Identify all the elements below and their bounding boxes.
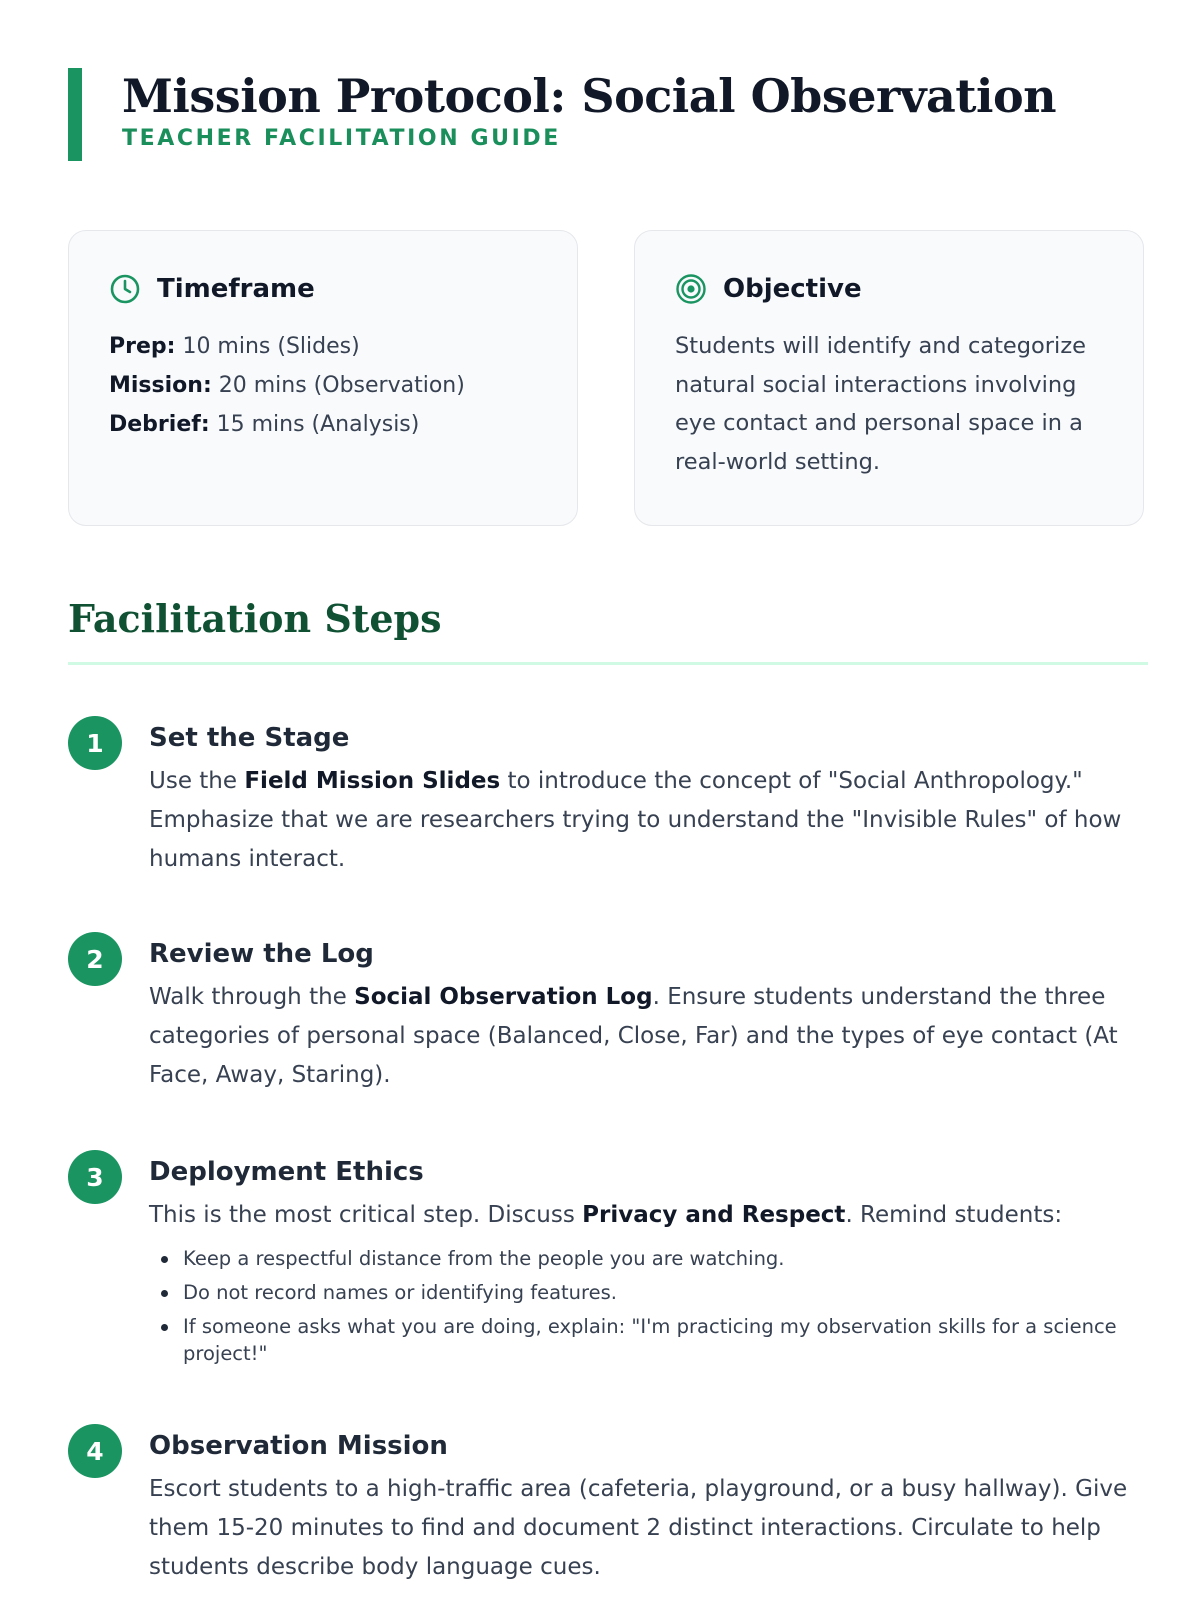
step-text-pre: Walk through the <box>149 984 355 1010</box>
step-heading: Set the Stage <box>149 723 350 753</box>
objective-card <box>634 230 1144 526</box>
step-item <box>68 932 1148 1095</box>
step-number-badge: 4 <box>68 1424 122 1478</box>
ethics-bullet-list <box>149 1245 1148 1367</box>
step-heading: Observation Mission <box>149 1431 448 1461</box>
step-number-badge: 1 <box>68 716 122 770</box>
step-text <box>149 762 1148 879</box>
step-text-bold: Privacy and Respect <box>582 1202 846 1228</box>
timeframe-row-prep <box>109 327 537 366</box>
list-item: Keep a respectful distance from the people you are watching. <box>149 1245 1148 1272</box>
page-header <box>68 68 1148 161</box>
step-text-post: to introduce the concept of "Social Anthropology." Emphasize that we are researchers trying to understand the "Invisible Rules" of how humans interact. <box>149 768 1122 872</box>
step-item <box>68 1424 1148 1587</box>
clock-icon <box>109 273 141 305</box>
section-title: Facilitation Steps <box>68 596 442 641</box>
step-text-pre: This is the most critical step. Discuss <box>149 1202 583 1228</box>
step-text <box>149 1196 1148 1235</box>
timeframe-row-debrief <box>109 405 537 444</box>
step-number-badge: 3 <box>68 1150 122 1204</box>
step-item <box>68 716 1148 879</box>
timeframe-row-mission <box>109 366 537 405</box>
timeframe-key: Prep: <box>109 334 176 359</box>
step-text-bold: Social Observation Log <box>354 984 653 1010</box>
step-heading: Deployment Ethics <box>149 1157 424 1187</box>
objective-text: Students will identify and categorize natural social interactions involving eye contact and personal space in a real-world setting. <box>675 333 1086 475</box>
timeframe-card <box>68 230 578 526</box>
timeframe-key: Debrief: <box>109 412 210 437</box>
step-heading: Review the Log <box>149 939 374 969</box>
step-text-pre: Escort students to a high-traffic area (cafeteria, playground, or a busy hallway). Give them 15-20 minutes to find and document 2 distinct interactions. Circulate to help students describe body language cues. <box>149 1476 1128 1580</box>
step-text-post: . Remind students: <box>845 1202 1063 1228</box>
timeframe-label: Timeframe <box>157 274 315 304</box>
timeframe-value: 20 mins (Observation) <box>211 373 465 398</box>
page-title: Mission Protocol: Social Observation <box>122 69 1057 123</box>
step-text <box>149 978 1148 1095</box>
target-icon <box>675 273 707 305</box>
timeframe-value: 10 mins (Slides) <box>175 334 360 359</box>
objective-label: Objective <box>723 274 862 304</box>
list-item: Do not record names or identifying features. <box>149 1279 1148 1306</box>
list-item: If someone asks what you are doing, explain: "I'm practicing my observation skills for a science project!" <box>149 1313 1148 1367</box>
section-divider <box>68 662 1148 665</box>
step-number-badge: 2 <box>68 932 122 986</box>
step-item <box>68 1150 1148 1374</box>
step-text-post: . Ensure students understand the three categories of personal space (Balanced, Close, Far) and the types of eye contact (At Face, Away, Staring). <box>149 984 1118 1088</box>
step-text-bold: Field Mission Slides <box>244 768 501 794</box>
timeframe-value: 15 mins (Analysis) <box>209 412 420 437</box>
page-subtitle: TEACHER FACILITATION GUIDE <box>122 126 561 151</box>
step-text-pre: Use the <box>149 768 245 794</box>
timeframe-key: Mission: <box>109 373 212 398</box>
step-text <box>149 1470 1148 1587</box>
